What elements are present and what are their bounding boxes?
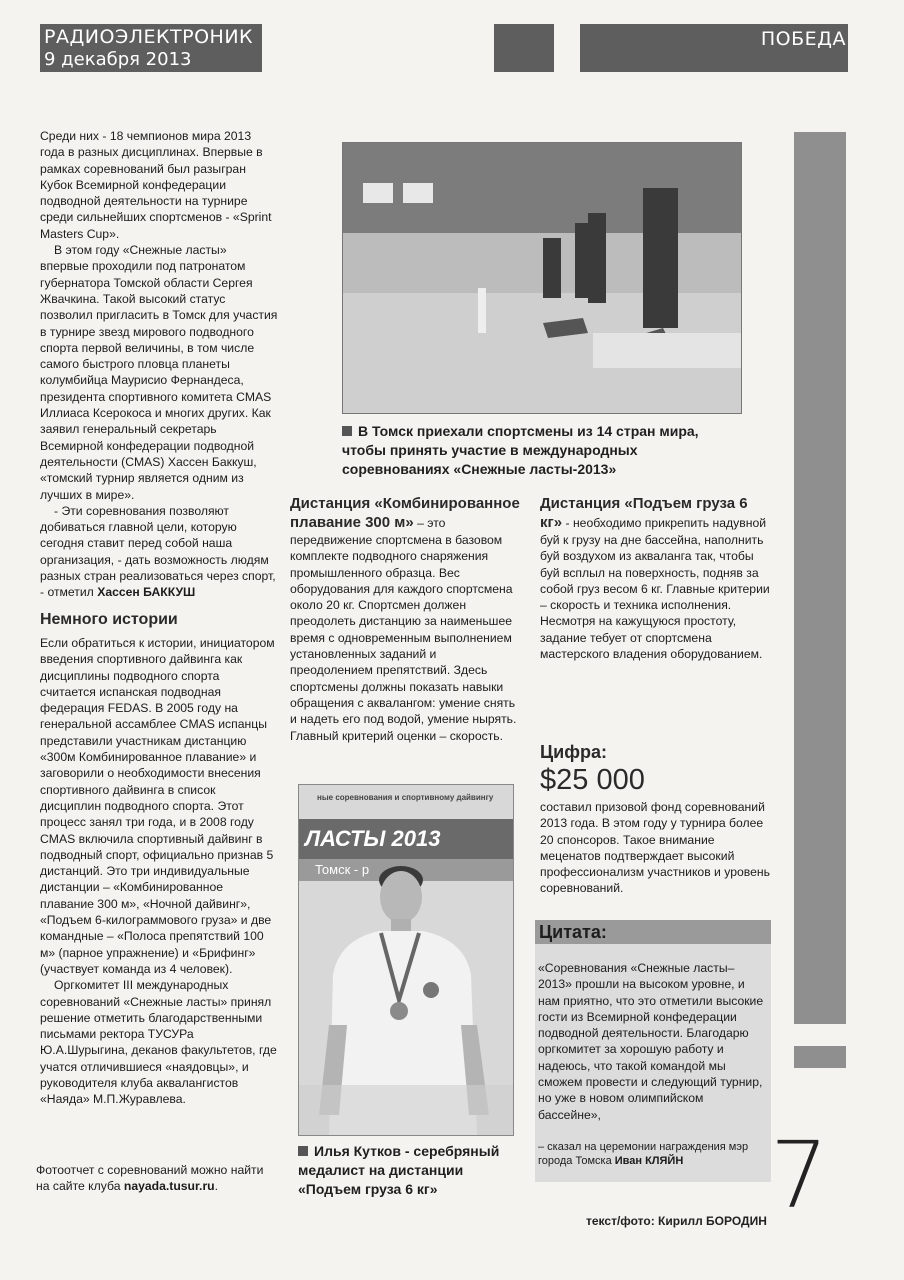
history-paragraph: Если обратиться к истории, инициатором введения спортивного дайвинга как дисциплины подводного спорта считается испанская подводная федерация FEDAS. В 2005 году на генеральной ассамблее CMAS испанцы представили участникам дистанцию «300м Комбинированное плавание» и заговорили о необходимости внесения спортивного дайвинга в список дисциплин подводного спорта. Этот процесс занял три года, и в 2008 году CMAS включила спортивный дайвинг в подводный спорт, официально признав 5 дистанций. Это три индивидуальные дистанции – «Комбинированное плавание 300 м», «Ночной дайвинг», «Подъем 6-килограммового груза» и две командные – «Полоса препятствий 100 м» (парное упражнение) и «Брифинг» (участвует команда из 4 человек). — [40, 636, 275, 976]
quote-author: Хассен БАККУШ — [97, 585, 196, 600]
banner-title: ЛАСТЫ 2013 — [299, 819, 513, 859]
left-paragraph — [40, 503, 278, 601]
header-section-block — [580, 24, 848, 72]
bottom-photo-caption — [298, 1142, 512, 1199]
page-number: 7 — [770, 1122, 829, 1229]
section-title: ПОБЕДА — [760, 28, 846, 50]
medalist-figure-image — [299, 785, 513, 1135]
distance-combined-text: – это передвижение спортсмена в базовом комплекте подводного снаряжения промышленного образца. Вес оборудования для каждого спортсмена около 20 кг. Спортсмен должен преодолеть дистанцию за наименьшее время с одновременным выполнением установленных заданий и преодолением препятствий. Здесь спортсмены должны показать навыки обращения с аквалангом: умение снять и надеть его под водой, умение нырять. Главный критерий оценки – скорость. — [290, 516, 517, 743]
issue-date: 9 декабря 2013 — [44, 49, 192, 70]
quote-attribution-text: – сказал на церемонии награждения мэр города Томска — [538, 1141, 749, 1167]
left-paragraph-text: - Эти соревнования позволяют добиваться главной цели, которую сегодня ставит перед собой наша организация, - дать возможность людям разных стран реализоваться через спорт, - отметил — [40, 503, 276, 600]
top-photo-caption — [342, 422, 742, 479]
distance-weight-text: - необходимо прикрепить надувной буй к грузу на дне бассейна, наполнить буй воздухом из акваланга так, чтобы буй всплыл на поверхность, подняв за собой груз весом 6 кг. Главные критерии – скорость и техника исполнения. Несмотря на кажущуюся простоту, задание тебует от спортсмена мастерского владения оборудованием. — [540, 516, 770, 662]
figure-value: $25 000 — [540, 764, 645, 796]
photo-report-note — [36, 1162, 276, 1195]
quote-attribution — [538, 1140, 770, 1168]
right-decor-bar-small — [794, 1046, 846, 1068]
credit-line — [586, 1214, 767, 1228]
photo-report-text: Фотоотчет с соревнований можно найти на сайте клуба — [36, 1163, 264, 1194]
top-photo-caption-text: В Томск приехали спортсмены из 14 стран мира, чтобы принять участие в международных соревнованиях «Снежные ласты-2013» — [342, 423, 699, 477]
history-paragraph: Оргкомитет III международных соревнований «Снежные ласты» принял решение отметить благодарственными письмами ректора ТУСУРа Ю.А.Шурыгина, деканов факультетов, где учатся отличившиеся «наядовцы», и руководителя клуба аквалангистов «Наяда» М.П.Журавлева. — [40, 978, 277, 1107]
caption-bullet-icon — [342, 426, 352, 436]
pool-scene-image — [343, 143, 741, 413]
photo-report-link[interactable]: nayada.tusur.ru — [123, 1179, 215, 1194]
quote-box — [535, 920, 771, 1182]
left-paragraph: Среди них - 18 чемпионов мира 2013 года в разных дисциплинах. Впервые в рамках соревнований был разыгран Кубок Всемирной конфедерации подводной деятельности на турнире среди сильнейших спортсменов - «Sprint Masters Cup». — [40, 129, 272, 241]
header-decor-block — [494, 24, 554, 72]
distance-weight-block — [540, 494, 772, 662]
right-decor-bar — [794, 132, 846, 1024]
history-column — [40, 635, 278, 1108]
publication-name: РАДИОЭЛЕКТРОНИК — [44, 26, 254, 48]
header-publication-block — [40, 24, 262, 72]
top-photo — [342, 142, 742, 414]
figure-text: составил призовой фонд соревнований 2013 года. В этом году у турнира более 20 спонсоров. Такое внимание меценатов подтверждает высокий профессионализм участников и уровень соревнований. — [540, 800, 770, 896]
left-paragraph: В этом году «Снежные ласты» впервые проходили под патронатом губернатора Томской области Сергея Жвачкина. Такой высокий статус позволил пригласить в Томск для участия в турнире звезд мирового подводного спорта первой величины, в том числе самого быстрого пловца планеты колумбийца Маурисио Фернандеса, президента спортивного комитета CMAS Иллиаса Ксерокоса и многих других. Как заявил генеральный секретарь Всемирной конфедерации подводной деятельности (CMAS) Хассен Баккуш, «томский турнир является одним из лучших в мире». — [40, 243, 278, 502]
caption-bullet-icon — [298, 1146, 308, 1156]
figure-heading: Цифра: — [540, 742, 607, 762]
credit-label: текст/фото: — [586, 1214, 655, 1228]
banner-city: Томск - р — [299, 859, 513, 881]
bottom-photo-caption-text: Илья Кутков - серебряный медалист на дистанции «Подъем груза 6 кг» — [298, 1143, 500, 1197]
distance-combined-block — [290, 494, 520, 744]
distance-combined-heading: Дистанция «Комбинированное плавание 300 м» — [290, 495, 520, 531]
quote-attribution-name: Иван КЛЯЙН — [614, 1155, 684, 1167]
history-heading: Немного истории — [40, 611, 178, 628]
quote-text: «Соревнования «Снежные ласты–2013» прошли на высоком уровне, и нам приятно, что это отметили высокие гости из Всемирной конфедерации подводной деятельности. Благодарю оргкомитет за хорошую работу и надеюсь, что такой командой мы сможем провести и следующий турнир, но уже в новом олимпийском бассейне», — [538, 961, 764, 1122]
left-column — [40, 128, 278, 601]
quote-heading: Цитата: — [539, 922, 607, 942]
credit-name: Кирилл БОРОДИН — [658, 1214, 767, 1228]
banner-small-text: ные соревнования и спортивному дайвингу — [317, 793, 494, 802]
bottom-photo — [298, 784, 514, 1136]
photo-report-dot: . — [214, 1179, 219, 1194]
distance-weight-heading: Дистанция «Подъем груза 6 кг» — [540, 495, 748, 531]
